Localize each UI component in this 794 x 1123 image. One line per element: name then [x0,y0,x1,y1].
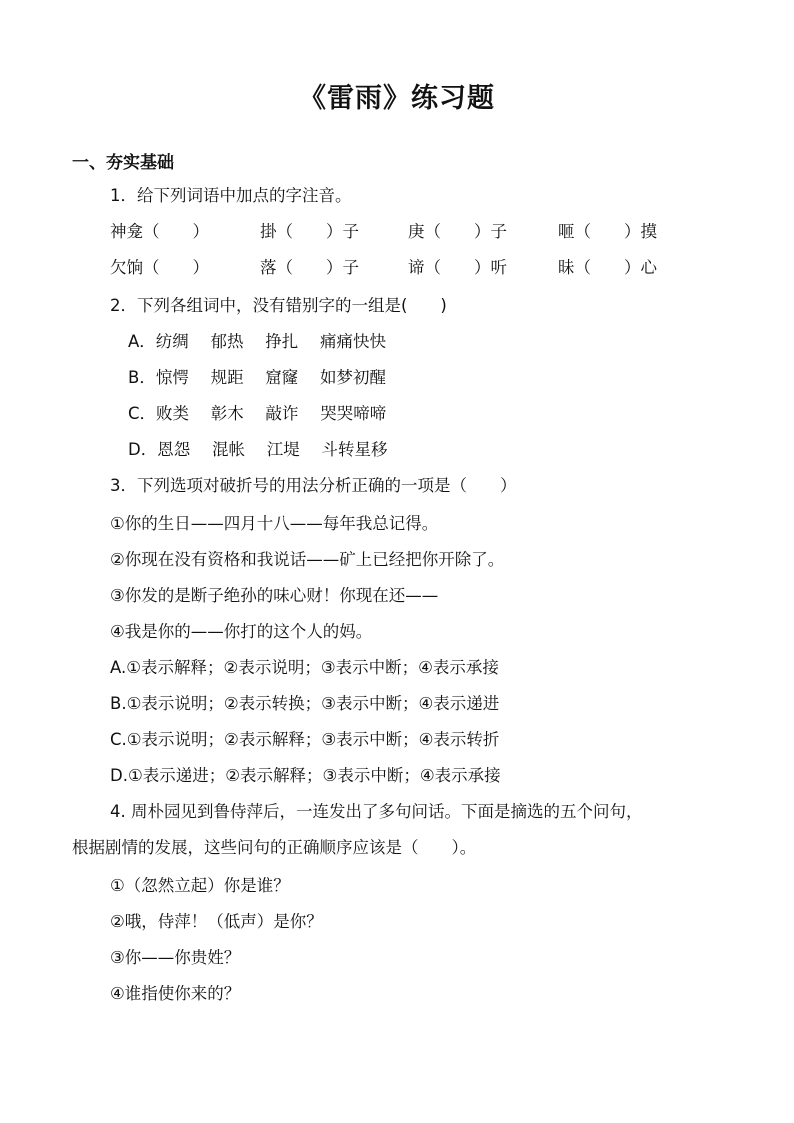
q3-stem: 3．下列选项对破折号的用法分析正确的一项是（ ） [110,476,517,495]
q1-item: 咂（ ）摸 [558,222,657,241]
q3-sentence: ④我是你的——你打的这个人的妈。 [110,622,373,641]
q3-option: C.①表示说明；②表示解释；③表示中断；④表示转折 [110,730,500,749]
q4-stem-continued: 根据剧情的发展，这些问句的正确顺序应该是（ ）。 [72,838,477,857]
q4-item: ③你——你贵姓？ [110,948,241,967]
q3-sentence: ②你现在没有资格和我说话——矿上已经把你开除了。 [110,550,505,569]
q3-sentence: ①你的生日——四月十八——每年我总记得。 [110,514,439,533]
q4-stem: 4. 周朴园见到鲁侍萍后，一连发出了多句问话。下面是摘选的五个问句， [110,802,643,821]
q1-item: 欠饷（ ） [110,258,209,277]
q3-option: D.①表示递进；②表示解释；③表示中断；④表示承接 [110,766,501,785]
q3-option: B.①表示说明；②表示转换；③表示中断；④表示递进 [110,694,500,713]
q2-option: B．惊愕 规距 窟窿 如梦初醒 [128,368,387,387]
q2-option: A．纺绸 郁热 挣扎 痛痛快快 [128,332,387,351]
q3-option: A.①表示解释；②表示说明；③表示中断；④表示承接 [110,658,499,677]
q1-item: 昧（ ）心 [558,258,657,277]
q2-option: C．败类 彰木 敲诈 哭哭啼啼 [128,404,387,423]
q2-option: D．恩怨 混帐 江堤 斗转星移 [128,440,388,459]
q1-item: 庚（ ）子 [408,222,507,241]
q1-item: 谛（ ）听 [408,258,507,277]
q1-item: 掛（ ）子 [260,222,359,241]
q4-item: ②哦，侍萍！（低声）是你？ [110,912,323,931]
q4-item: ④谁指使你来的？ [110,984,241,1003]
q2-stem: 2．下列各组词中，没有错别字的一组是( ) [110,296,447,315]
q3-sentence: ③你发的是断子绝孙的味心财！你现在还—— [110,586,439,605]
section-heading: 一、夯实基础 [72,153,174,173]
q1-item: 落（ ）子 [260,258,359,277]
q4-item: ①（忽然立起）你是谁？ [110,876,290,895]
q1-item: 神龛（ ） [110,222,209,241]
q1-stem: 1．给下列词语中加点的字注音。 [110,186,352,205]
page-title: 《雷雨》练习题 [299,83,495,114]
